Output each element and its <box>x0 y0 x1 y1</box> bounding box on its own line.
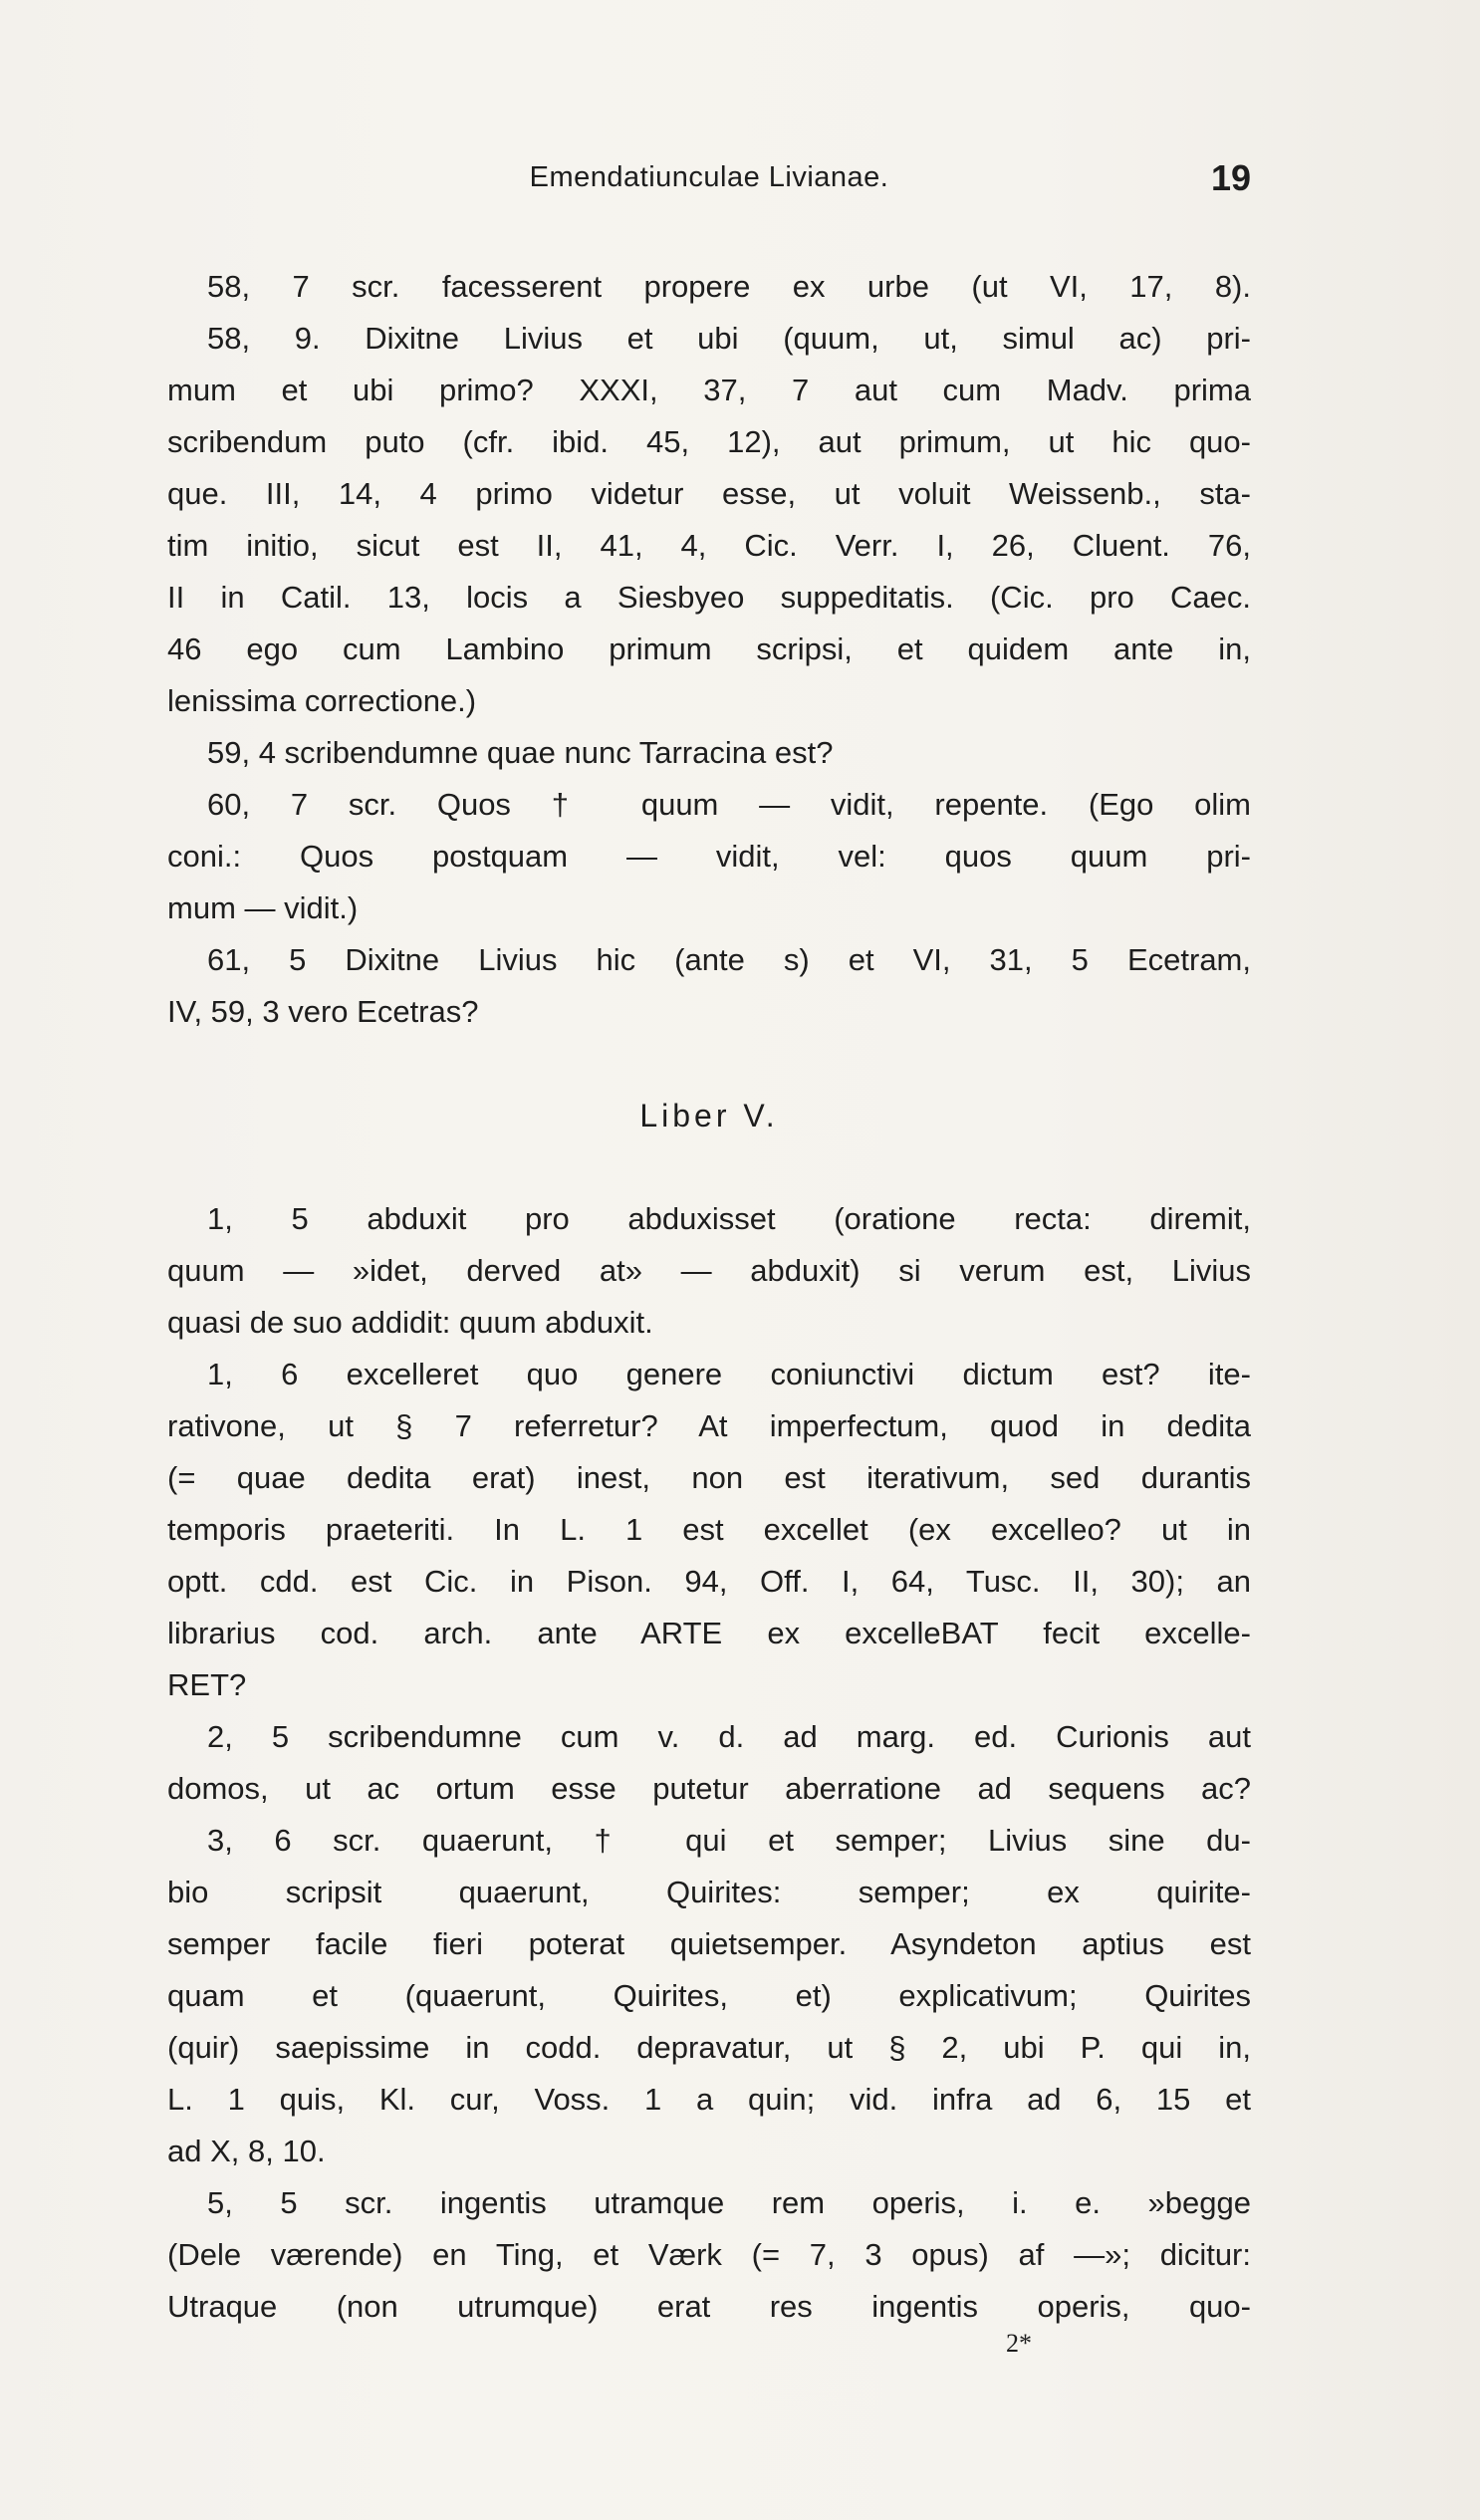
text-line: (= quae dedita erat) inest, non est iterativum, sed durantis <box>167 1460 1251 1495</box>
text-line: 58, 9. Dixitne Livius et ubi (quum, ut, simul ac) pri- <box>207 321 1251 356</box>
signature-mark: 2* <box>1006 2329 1032 2358</box>
text-line: coni.: Quos postquam — vidit, vel: quos quum pri- <box>167 839 1251 874</box>
text-line: librarius cod. arch. ante ARTE ex excelleBAT fecit excelle- <box>167 1616 1251 1650</box>
text-line: Utraque (non utrumque) erat res ingentis operis, quo- <box>167 2289 1251 2324</box>
text-line: II in Catil. 13, locis a Siesbyeo suppeditatis. (Cic. pro Caec. <box>167 580 1251 615</box>
text-line: domos, ut ac ortum esse putetur aberratione ad sequens ac? <box>167 1771 1251 1806</box>
text-line: 46 ego cum Lambino primum scripsi, et quidem ante in, <box>167 631 1251 666</box>
text-line: (quir) saepissime in codd. depravatur, ut § 2, ubi P. qui in, <box>167 2030 1251 2065</box>
page-header <box>167 157 1251 205</box>
text-line: mum et ubi primo? XXXI, 37, 7 aut cum Madv. prima <box>167 373 1251 407</box>
text-line: lenissima correctione.) <box>167 683 477 718</box>
text-line: quam et (quaerunt, Quirites, et) explicativum; Quirites <box>167 1978 1251 2013</box>
text-line: temporis praeteriti. In L. 1 est excellet (ex excelleo? ut in <box>167 1512 1251 1547</box>
text-line: IV, 59, 3 vero Ecetras? <box>167 994 479 1029</box>
text-line: 1, 6 excelleret quo genere coniunctivi dictum est? ite- <box>207 1357 1251 1391</box>
text-line: (Dele værende) en Ting, et Værk (= 7, 3 opus) af —»; dicitur: <box>167 2237 1251 2272</box>
text-body <box>167 261 1251 2333</box>
text-line: quasi de suo addidit: quum abduxit. <box>167 1305 653 1340</box>
text-line: 2, 5 scribendumne cum v. d. ad marg. ed. Curionis aut <box>207 1719 1251 1754</box>
page-number: 19 <box>1210 157 1251 198</box>
text-line: RET? <box>167 1667 247 1702</box>
running-title: Emendatiunculae Livianae. <box>529 161 889 193</box>
text-line: bio scripsit quaerunt, Quirites: semper; ex quirite- <box>167 1875 1251 1909</box>
text-line: semper facile fieri poterat quietsemper. Asyndeton aptius est <box>167 1926 1251 1961</box>
text-line: 5, 5 scr. ingentis utramque rem operis, i. e. »begge <box>207 2185 1251 2220</box>
text-line: 3, 6 scr. quaerunt, † qui et semper; Livius sine du- <box>207 1823 1251 1858</box>
text-line: mum — vidit.) <box>167 890 359 925</box>
text-line: 59, 4 scribendumne quae nunc Tarracina est? <box>207 735 834 770</box>
text-line: L. 1 quis, Kl. cur, Voss. 1 a quin; vid. infra ad 6, 15 et <box>167 2082 1251 2117</box>
text-line: 61, 5 Dixitne Livius hic (ante s) et VI, 31, 5 Ecetram, <box>207 942 1251 977</box>
text-line: scribendum puto (cfr. ibid. 45, 12), aut primum, ut hic quo- <box>167 424 1251 459</box>
text-line: ad X, 8, 10. <box>167 2134 326 2168</box>
text-line: que. III, 14, 4 primo videtur esse, ut voluit Weissenb., sta- <box>167 476 1251 511</box>
text-line: quum — »idet, derved at» — abduxit) si verum est, Livius <box>167 1253 1251 1288</box>
text-line: 60, 7 scr. Quos † quum — vidit, repente. (Ego olim <box>207 787 1251 822</box>
text-line: tim initio, sicut est II, 41, 4, Cic. Verr. I, 26, Cluent. 76, <box>167 528 1251 563</box>
text-line: rativone, ut § 7 referretur? At imperfectum, quod in dedita <box>167 1408 1251 1443</box>
text-line: optt. cdd. est Cic. in Pison. 94, Off. I, 64, Tusc. II, 30); an <box>167 1564 1251 1599</box>
text-line: 1, 5 abduxit pro abduxisset (oratione recta: diremit, <box>207 1201 1251 1236</box>
section-heading: Liber V. <box>639 1098 779 1134</box>
text-line: 58, 7 scr. facesserent propere ex urbe (ut VI, 17, 8). <box>207 269 1251 304</box>
